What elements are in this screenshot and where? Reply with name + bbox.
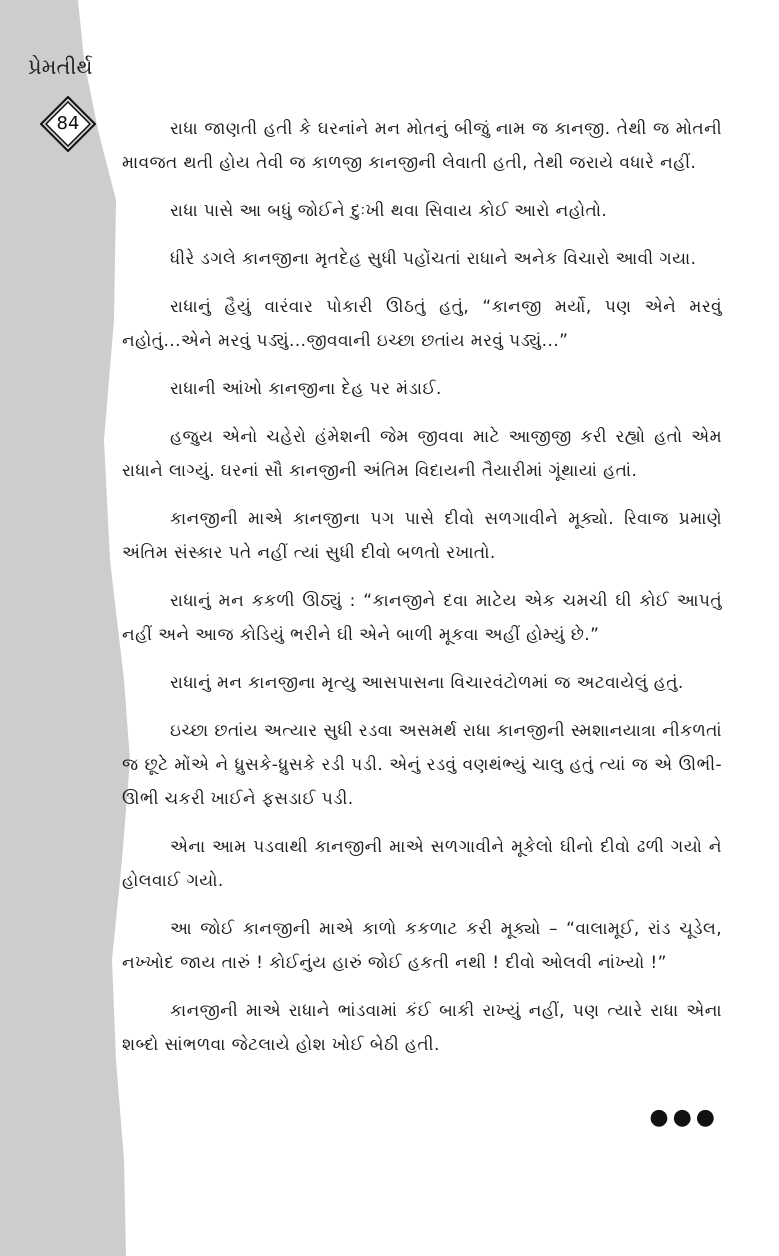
- page-body: [122, 112, 722, 1062]
- paragraph: આ જોઈ કાનજીની માએ કાળો કકળાટ કરી મૂક્યો – “વાલામૂઈ, રાંડ ચૂડેલ, નખ્ખોદ જાય તારું ! કોઈનુંય હારું જોઈ હકતી નથી ! દીવો ઓલવી નાંખ્યો !”: [122, 919, 722, 973]
- paragraph: ઇચ્છા છતાંય અત્યાર સુધી રડવા અસમર્થ રાધા કાનજીની સ્મશાનયાત્રા નીકળતાં જ છૂટે મોંએ ને ધ્રુસકે-ધ્રુસકે રડી પડી. એનું રડવું વણથંભ્યું ચાલુ હતું ત્યાં જ એ ઊભી-ઊભી ચકરી ખાઈને ફસડાઈ પડી.: [122, 721, 722, 809]
- paragraph: રાધાની આંખો કાનજીના દેહ પર મંડાઈ.: [170, 379, 442, 399]
- paragraph: કાનજીની માએ રાધાને ભાંડવામાં કંઈ બાકી રાખ્યું નહીં, પણ ત્યારે રાધા એના શબ્દો સાંભળવા જેટલાયે હોશ ખોઈ બેઠી હતી.: [122, 1001, 722, 1055]
- section-end-dots: ●●●: [649, 1105, 719, 1130]
- paragraph: હજુય એનો ચહેરો હંમેશની જેમ જીવવા માટે આજીજી કરી રહ્યો હતો એમ રાધાને લાગ્યું. ઘરનાં સૌ કાનજીની અંતિમ વિદાયની તૈયારીમાં ગૂંથાયાં હતાં.: [122, 427, 722, 481]
- page-number-badge: [40, 96, 96, 152]
- paragraph: રાધા જાણતી હતી કે ઘરનાંને મન મોતનું બીજું નામ જ કાનજી. તેથી જ મોતની માવજત થતી હોય તેવી જ કાળજી કાનજીની લેવાતી હતી, તેથી જરાયે વધારે નહીં.: [122, 119, 722, 173]
- paragraph: ધીરે ડગલે કાનજીના મૃતદેહ સુધી પહોંચતાં રાધાને અનેક વિચારો આવી ગયા.: [170, 249, 697, 269]
- paragraph: એના આમ પડવાથી કાનજીની માએ સળગાવીને મૂકેલો ઘીનો દીવો ઢળી ગયો ને હોલવાઈ ગયો.: [122, 837, 722, 891]
- paragraph: રાધા પાસે આ બધું જોઈને દુઃખી થવા સિવાય કોઈ આરો નહોતો.: [170, 201, 608, 221]
- page-number: 84: [56, 113, 80, 134]
- paragraph: રાધાનું મન કાનજીના મૃત્યુ આસપાસના વિચારવંટોળમાં જ અટવાયેલું હતું.: [170, 673, 684, 693]
- paragraph: કાનજીની માએ કાનજીના પગ પાસે દીવો સળગાવીને મૂક્યો. રિવાજ પ્રમાણે અંતિમ સંસ્કાર પતે નહીં ત્યાં સુધી દીવો બળતો રખાતો.: [122, 509, 722, 563]
- paragraph: રાધાનું હૈયું વારંવાર પોકારી ઊઠતું હતું, “કાનજી મર્યો, પણ એને મરવું નહોતું...એને મરવું પડ્યું...જીવવાની ઇચ્છા છતાંય મરવું પડ્યું...”: [122, 297, 722, 351]
- book-title: પ્રેમતીર્થ: [28, 55, 93, 79]
- paragraph: રાધાનું મન કકળી ઊઠ્યું : “કાનજીને દવા માટેય એક ચમચી ઘી કોઈ આપતું નહીં અને આજ કોડિયું ભરીને ઘી એને બાળી મૂકવા અહીં હોમ્યું છે.”: [122, 591, 722, 645]
